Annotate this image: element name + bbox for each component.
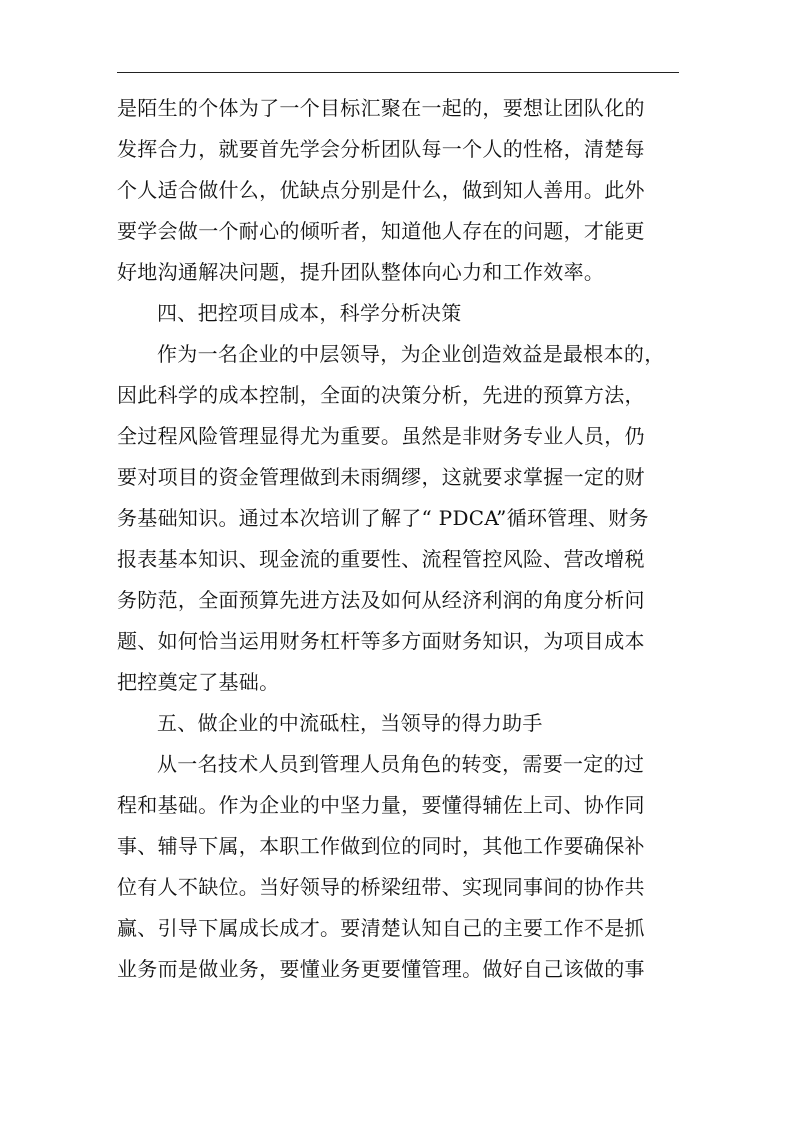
text-line: 赢、引导下属成长成才。要清楚认知自己的主要工作不是抓 bbox=[117, 916, 645, 940]
text-line: 报表基本知识、现金流的重要性、流程管控风险、营改增税 bbox=[117, 547, 645, 571]
section-heading: 五、做企业的中流砥柱，当领导的得力助手 bbox=[157, 711, 543, 735]
text-line: 要对项目的资金管理做到未雨绸缪，这就要求掌握一定的财 bbox=[117, 465, 645, 489]
text-line: 务防范，全面预算先进方法及如何从经济利润的角度分析问 bbox=[117, 588, 645, 612]
text-line: 好地沟通解决问题，提升团队整体向心力和工作效率。 bbox=[117, 260, 605, 284]
text-line: 程和基础。作为企业的中坚力量，要懂得辅佐上司、协作同 bbox=[117, 793, 645, 817]
text-line: 务基础知识。通过本次培训了解了“ PDCA”循环管理、财务 bbox=[117, 506, 649, 530]
section-heading: 四、把控项目成本，科学分析决策 bbox=[157, 301, 462, 325]
text-line: 把控奠定了基础。 bbox=[117, 670, 280, 694]
text-line: 要学会做一个耐心的倾听者，知道他人存在的问题，才能更 bbox=[117, 219, 645, 243]
text-line: 因此科学的成本控制，全面的决策分析，先进的预算方法， bbox=[117, 383, 645, 407]
text-line: 位有人不缺位。当好领导的桥梁纽带、实现同事间的协作共 bbox=[117, 875, 645, 899]
body-text bbox=[117, 88, 679, 990]
header-rule bbox=[117, 72, 679, 73]
text-line: 个人适合做什么，优缺点分别是什么，做到知人善用。此外 bbox=[117, 178, 645, 202]
text-line: 作为一名企业的中层领导，为企业创造效益是最根本的， bbox=[157, 342, 665, 366]
text-line: 全过程风险管理显得尤为重要。虽然是非财务专业人员，仍 bbox=[117, 424, 645, 448]
text-line: 是陌生的个体为了一个目标汇聚在一起的，要想让团队化的 bbox=[117, 96, 645, 120]
text-line: 业务而是做业务，要懂业务更要懂管理。做好自己该做的事 bbox=[117, 957, 645, 981]
text-line: 题、如何恰当运用财务杠杆等多方面财务知识，为项目成本 bbox=[117, 629, 645, 653]
text-line: 发挥合力，就要首先学会分析团队每一个人的性格，清楚每 bbox=[117, 137, 645, 161]
text-line: 事、辅导下属，本职工作做到位的同时，其他工作要确保补 bbox=[117, 834, 645, 858]
text-line: 从一名技术人员到管理人员角色的转变，需要一定的过 bbox=[157, 752, 645, 776]
